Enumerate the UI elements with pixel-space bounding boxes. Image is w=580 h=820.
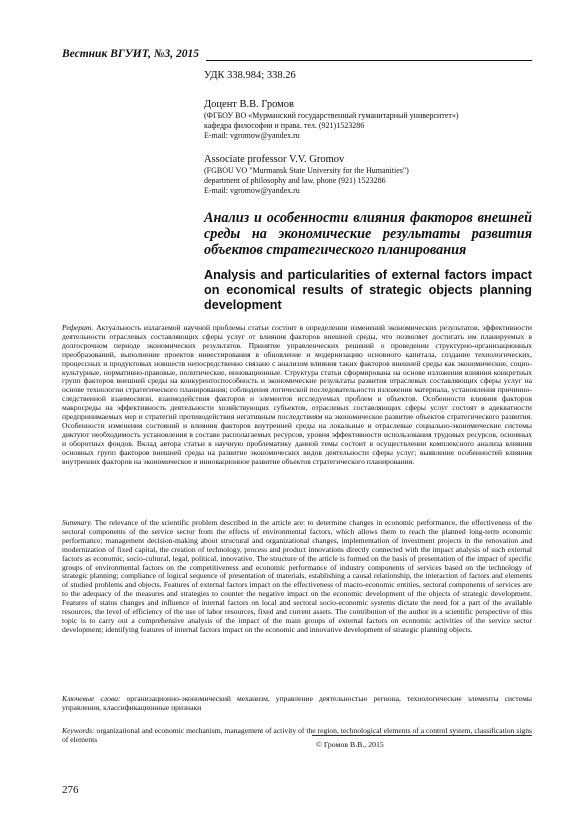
abstract-en-lead: Summary. xyxy=(62,518,93,527)
header-rule xyxy=(206,60,532,61)
author-email-ru: E-mail: vgromow@yandex.ru xyxy=(204,131,300,140)
abstract-ru-lead: Реферат. xyxy=(62,323,94,332)
author-department-en: department of philosophy and law. phone (921) 1523286 xyxy=(204,176,386,185)
article-title-ru: Анализ и особенности влияния факторов внешней среды на экономические результаты развития объектов стратегического планирования xyxy=(204,210,532,258)
author-name-ru: Доцент В.В. Громов xyxy=(204,99,294,110)
keywords-en-text: organizational and economic mechanism, management of activity of the region, technological elements of a control system, classification signs of elements xyxy=(62,726,532,744)
author-affiliation-ru: (ФГБОУ ВО «Мурманский государственный гуманитарный университет») xyxy=(204,111,459,120)
author-department-ru: кафедра философии и права. тел. (921)1523286 xyxy=(204,121,365,130)
author-name-en: Associate professor V.V. Gromov xyxy=(204,154,345,165)
journal-title: Вестник ВГУИТ, №3, 2015 xyxy=(62,48,199,60)
page-number: 276 xyxy=(62,784,79,796)
keywords-en-lead: Keywords: xyxy=(62,726,95,735)
copyright-note: © Громов В.В., 2015 xyxy=(316,740,384,749)
abstract-en-text: The relevance of the scientific problem described in the article are: to determine changes in economic performance, the effectiveness of the sectoral components of the service sector from the effects of environmental factors, which allows them to reach the planned long-term economic performance; management decision-making about structural and organizational changes, implementation of investment projects in the renovation and modernization of fixed capital, the creation of technology, process and product innovations directly connected with the impact analysis of such external factors as economic, socio-cultural, legal, political, innovative. The structure of the article is formed on the basis of presentation of the impact of specific groups of environmental factors on the competitiveness and economic performance of industry components of services based on the technology of strategic planning; compliance of logical sequence of presentation of materials, establishing a causal relationship, the interaction of factors and elements of studied problems and objects. Features of external factors impact on the effectiveness of macro-economic entities, sectoral components of services are to the adequacy of the measures and strategies to counter the negative impact on the economic development of the objects of strategic development. Features of status changes and influence of internal factors on local and sectoral socio-economic systems dictate the need for a part of the available resources, the level of efficiency of the use of labor resources, fixed and current assets. The contribution of the author in a scientific perspective of this topic is to carry out a comprehensive analysis of the impact of the main groups of external factors on economic activities of the service sector development; identifying features of internal factors impact on the economic and innovative development of strategic planning objects. xyxy=(62,518,532,634)
footnote-rule xyxy=(312,735,532,736)
author-block-en xyxy=(204,154,409,196)
author-affiliation-en: (FGBOU VO "Murmansk State University for the Humanities") xyxy=(204,166,409,175)
abstract-ru-text: Актуальность излагаемой научной проблемы статьи состоит в определении изменений экономических результатов, эффективности деятельности отраслевых составляющих сферы услуг от влияния факторов внешней среды, что позволяет достигать им планируемых в долгосрочном периоде экономических результатов. Принятие управленческих решений о проведении структурно-организационных преобразований, выполнение проектов инвестирования в обновление и модернизацию основного капитала, создание технологических, процессных и продуктовых новшеств непосредственно связано с анализом влияния таких факторов внешней среды как экономические, социо-культурные, нормативно-правовые, политические, инновационные. Структура статьи сформирована на основе изложения влияния конкретных групп факторов внешней среды на конкурентоспособность и экономические результаты развития отраслевых составляющих сферы услуг на основе технологии стратегического планирования; соблюдения логической последовательности изложения материала, установления причинно-следственной взаимосвязи, взаимодействия факторов и элементов исследуемых проблем и объектов. Особенности влияния факторов макросреды на эффективность деятельности хозяйствующих субъектов, отраслевых составляющих сферы услуг состоят в адекватности предпринимаемых мер и стратегий противодействия негативным последствиям на экономическое развитие объектов стратегического развития. Особенности изменения состояний и влияния факторов внутренней среды на локальные и отраслевые социально-экономические системы диктуют необходимость установления в составе располагаемых ресурсов, уровня эффективности использования трудовых ресурсов, основных и оборотных фондов. Вклад автора статьи в научную проблематику данной темы состоит в осуществлении комплексного анализа влияния основных групп факторов внешней среды на развитие экономических видов деятельности сферы услуг; выявление особенностей влияния внутренних факторов на экономическое и инновационное развитие объектов стратегического планирования. xyxy=(62,323,532,466)
abstract-en xyxy=(62,519,532,635)
article-title-en: Analysis and particularities of external factors impact on economical results of strategic objects planning development xyxy=(204,268,532,312)
author-block-ru xyxy=(204,99,459,141)
keywords-ru-lead: Ключевые слова: xyxy=(62,694,121,703)
keywords-ru xyxy=(62,695,532,713)
author-email-en: E-mail: vgromow@yandex.ru xyxy=(204,186,300,195)
udc-code: УДК 338.984; 338.26 xyxy=(204,70,296,81)
abstract-ru xyxy=(62,324,532,467)
keywords-ru-text: организационно-экономический механизм, управление деятельностью региона, технологические элементы системы управления, классификационные признаки xyxy=(62,694,532,712)
